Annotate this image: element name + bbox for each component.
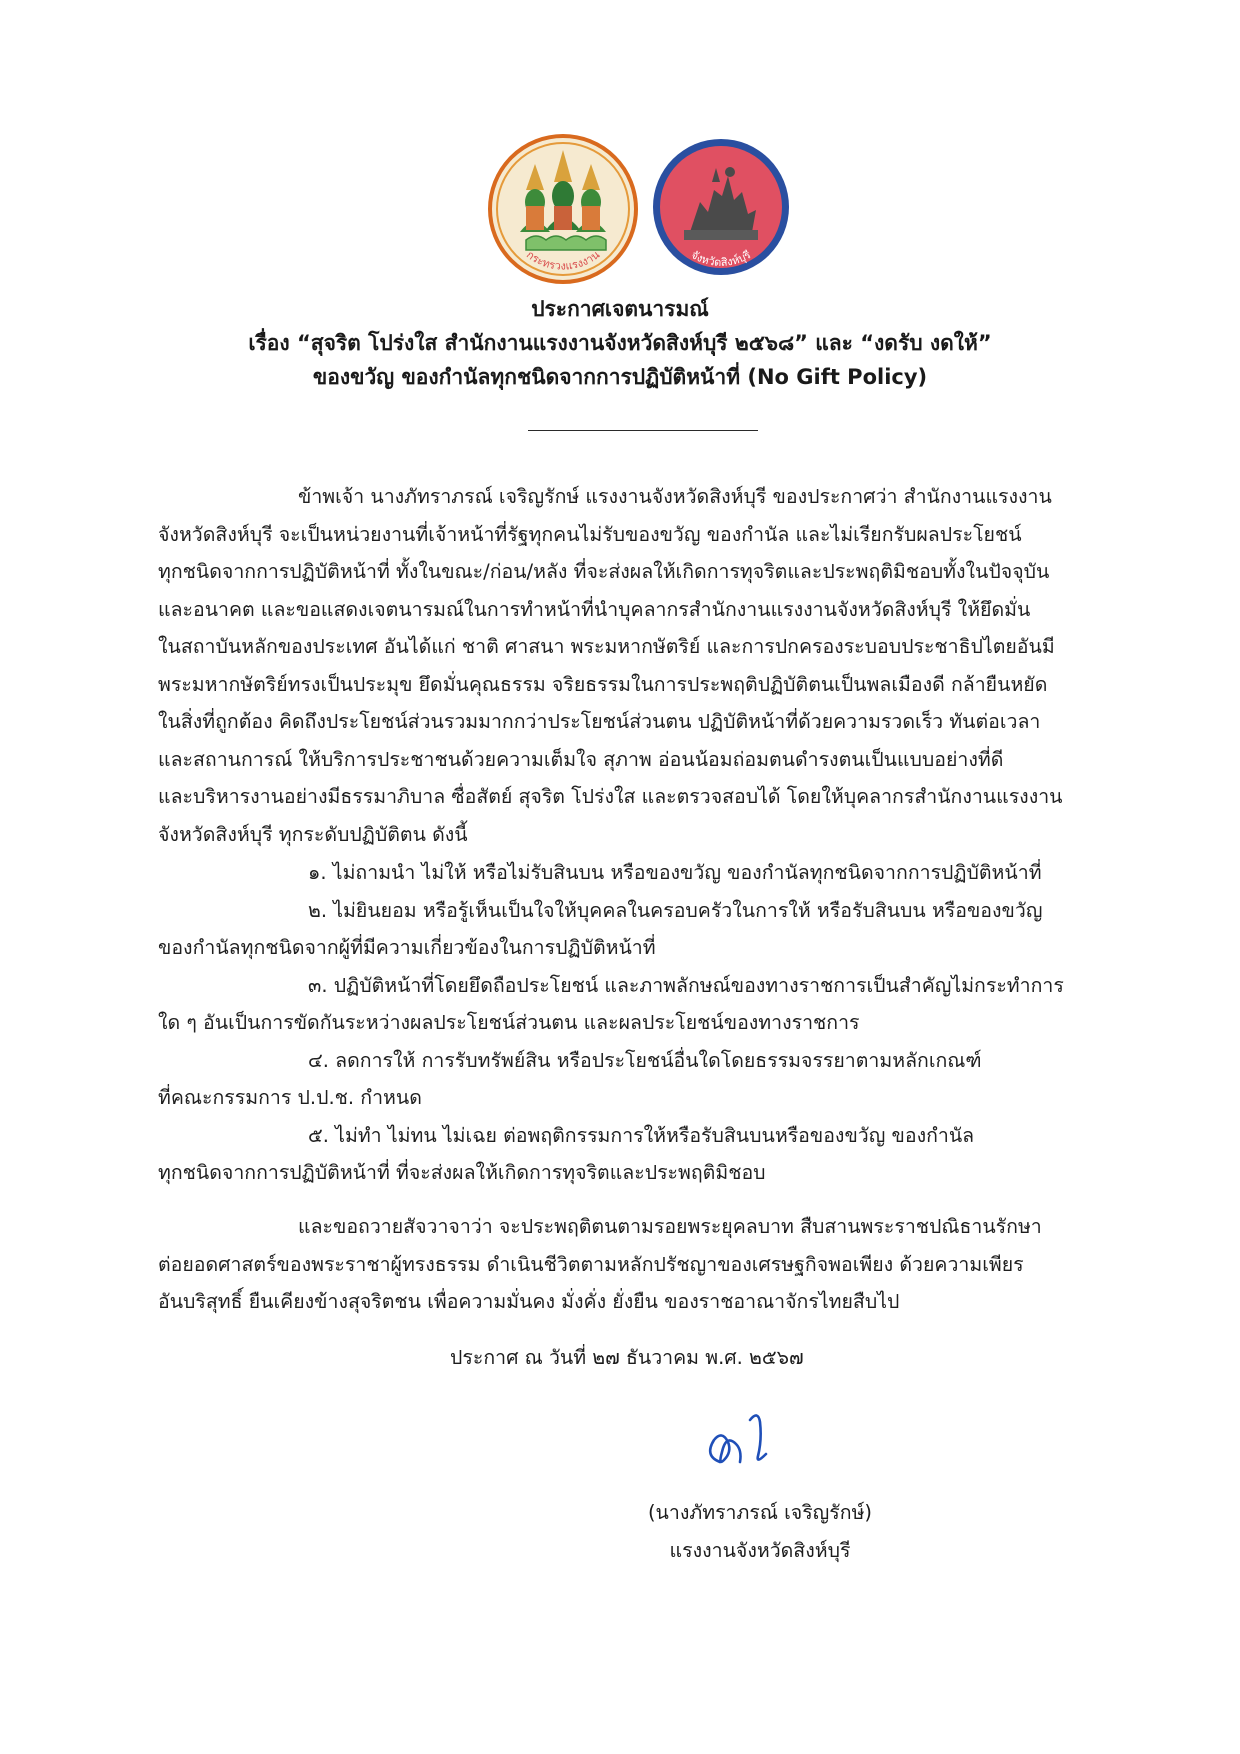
seal-caption-left: กระทรวงแรงงาน (523, 248, 603, 273)
signer-block (560, 1494, 960, 1570)
ministry-of-labour-seal-icon (486, 132, 640, 286)
intro-line: ในสถาบันหลักของประเทศ อันได้แก่ ชาติ ศาสนา พระมหากษัตริย์ และการปกครองระบอบประชาธิปไตยอันมี (158, 635, 1055, 658)
pledge-item-continuation: ทุกชนิดจากการปฏิบัติหน้าที่ ที่จะส่งผลให้เกิดการทุจริตและประพฤติมิชอบ (158, 1161, 766, 1184)
pledge-item-continuation: ของกำนัลทุกชนิดจากผู้ที่มีความเกี่ยวข้องในการปฏิบัติหน้าที่ (158, 936, 656, 959)
announcement-date: ประกาศ ณ วันที่ ๒๗ ธันวาคม พ.ศ. ๒๕๖๗ (450, 1346, 804, 1369)
intro-line: ทุกชนิดจากการปฏิบัติหน้าที่ ทั้งในขณะ/ก่อน/หลัง ที่จะส่งผลให้เกิดการทุจริตและประพฤติมิชอบทั้งในปัจจุบัน (158, 560, 1050, 583)
title-line-2: เรื่อง “สุจริต โปร่งใส สำนักงานแรงงานจังหวัดสิงห์บุรี ๒๕๖๘” และ “งดรับ งดให้” (248, 331, 992, 355)
intro-line: และอนาคต และขอแสดงเจตนารมณ์ในการทำหน้าที่นำบุคลากรสำนักงานแรงงานจังหวัดสิงห์บุรี ให้ยึดมั่น (158, 597, 1031, 621)
pledge-item (158, 967, 1110, 1042)
signer-position: แรงงานจังหวัดสิงห์บุรี (669, 1539, 851, 1562)
intro-paragraph (158, 478, 1110, 853)
pledge-item (158, 854, 1110, 892)
intro-line: พระมหากษัตริย์ทรงเป็นประมุข ยึดมั่นคุณธรรม จริยธรรมในการประพฤติปฏิบัติตนเป็นพลเมืองดี กล้ายืนหยัด (158, 672, 1048, 696)
pledge-item-first-line: ๕. ไม่ทำ ไม่ทน ไม่เฉย ต่อพฤติกรรมการให้หรือรับสินบนหรือของขวัญ ของกำนัล (308, 1123, 975, 1147)
pledge-item-continuation: ใด ๆ อันเป็นการขัดกันระหว่างผลประโยชน์ส่วนตน และผลประโยชน์ของทางราชการ (158, 1011, 860, 1034)
pledge-item-first-line: ๒. ไม่ยินยอม หรือรู้เห็นเป็นใจให้บุคคลในครอบครัวในการให้ หรือรับสินบน หรือของขวัญ (308, 898, 1043, 922)
pledge-item (158, 1117, 1110, 1192)
intro-line: และบริหารงานอย่างมีธรรมาภิบาล ซื่อสัตย์ สุจริต โปร่งใส และตรวจสอบได้ โดยให้บุคลากรสำนักงานแรงงาน (158, 785, 1063, 808)
closing-line: และขอถวายสัจวาจาว่า จะประพฤติตนตามรอยพระยุคลบาท สืบสานพระราชปณิธานรักษา (298, 1215, 1042, 1238)
closing-line: ต่อยอดศาสตร์ของพระราชาผู้ทรงธรรม ดำเนินชีวิตตามหลักปรัชญาของเศรษฐกิจพอเพียง ด้วยความเพียร (158, 1252, 1024, 1276)
pledge-item (158, 892, 1110, 967)
seal-caption-right: จังหวัดสิงห์บุรี (688, 248, 754, 270)
title-divider (528, 430, 758, 431)
intro-line: จังหวัดสิงห์บุรี จะเป็นหน่วยงานที่เจ้าหน้าที่รัฐทุกคนไม่รับของขวัญ ของกำนัล และไม่เรียกรับผลประโยชน์ (158, 522, 1022, 546)
intro-line: ในสิ่งที่ถูกต้อง คิดถึงประโยชน์ส่วนรวมมากกว่าประโยชน์ส่วนตน ปฏิบัติหน้าที่ด้วยความรวดเร็ว ทันต่อเวลา (158, 710, 1041, 733)
pledge-item (158, 1042, 1110, 1117)
intro-line: จังหวัดสิงห์บุรี ทุกระดับปฏิบัติตน ดังนี้ (158, 822, 468, 846)
intro-line: ข้าพเจ้า นางภัทราภรณ์ เจริญรักษ์ แรงงานจังหวัดสิงห์บุรี ของประกาศว่า สำนักงานแรงงาน (298, 485, 1052, 508)
pledge-item-first-line: ๓. ปฏิบัติหน้าที่โดยยึดถือประโยชน์ และภาพลักษณ์ของทางราชการเป็นสำคัญไม่กระทำการ (308, 973, 1064, 997)
announcement-title (120, 292, 1120, 394)
pledge-items-list (158, 854, 1110, 1192)
closing-paragraph (158, 1208, 1110, 1321)
title-line-3: ของขวัญ ของกำนัลทุกชนิดจากการปฏิบัติหน้าที่ (No Gift Policy) (312, 365, 928, 389)
header-logos (0, 132, 1240, 292)
closing-line: อันบริสุทธิ์ ยืนเคียงข้างสุจริตชน เพื่อความมั่นคง มั่งคั่ง ยั่งยืน ของราชอาณาจักรไทยสืบไป (158, 1290, 900, 1313)
signer-name: (นางภัทราภรณ์ เจริญรักษ์) (647, 1501, 873, 1524)
singburi-province-seal-icon (650, 136, 792, 278)
intro-line: และสถานการณ์ ให้บริการประชาชนด้วยความเต็มใจ สุภาพ อ่อนน้อมถ่อมตนดำรงตนเป็นแบบอย่างที่ดี (158, 747, 1004, 771)
pledge-item-first-line: ๑. ไม่ถามนำ ไม่ให้ หรือไม่รับสินบน หรือของขวัญ ของกำนัลทุกชนิดจากการปฏิบัติหน้าที่ (308, 861, 1042, 884)
pledge-item-continuation: ที่คณะกรรมการ ป.ป.ช. กำหนด (158, 1086, 422, 1109)
title-line-1: ประกาศเจตนารมณ์ (531, 297, 709, 321)
handwritten-signature-icon (690, 1400, 800, 1480)
pledge-item-first-line: ๔. ลดการให้ การรับทรัพย์สิน หรือประโยชน์อื่นใดโดยธรรมจรรยาตามหลักเกณฑ์ (308, 1048, 982, 1072)
